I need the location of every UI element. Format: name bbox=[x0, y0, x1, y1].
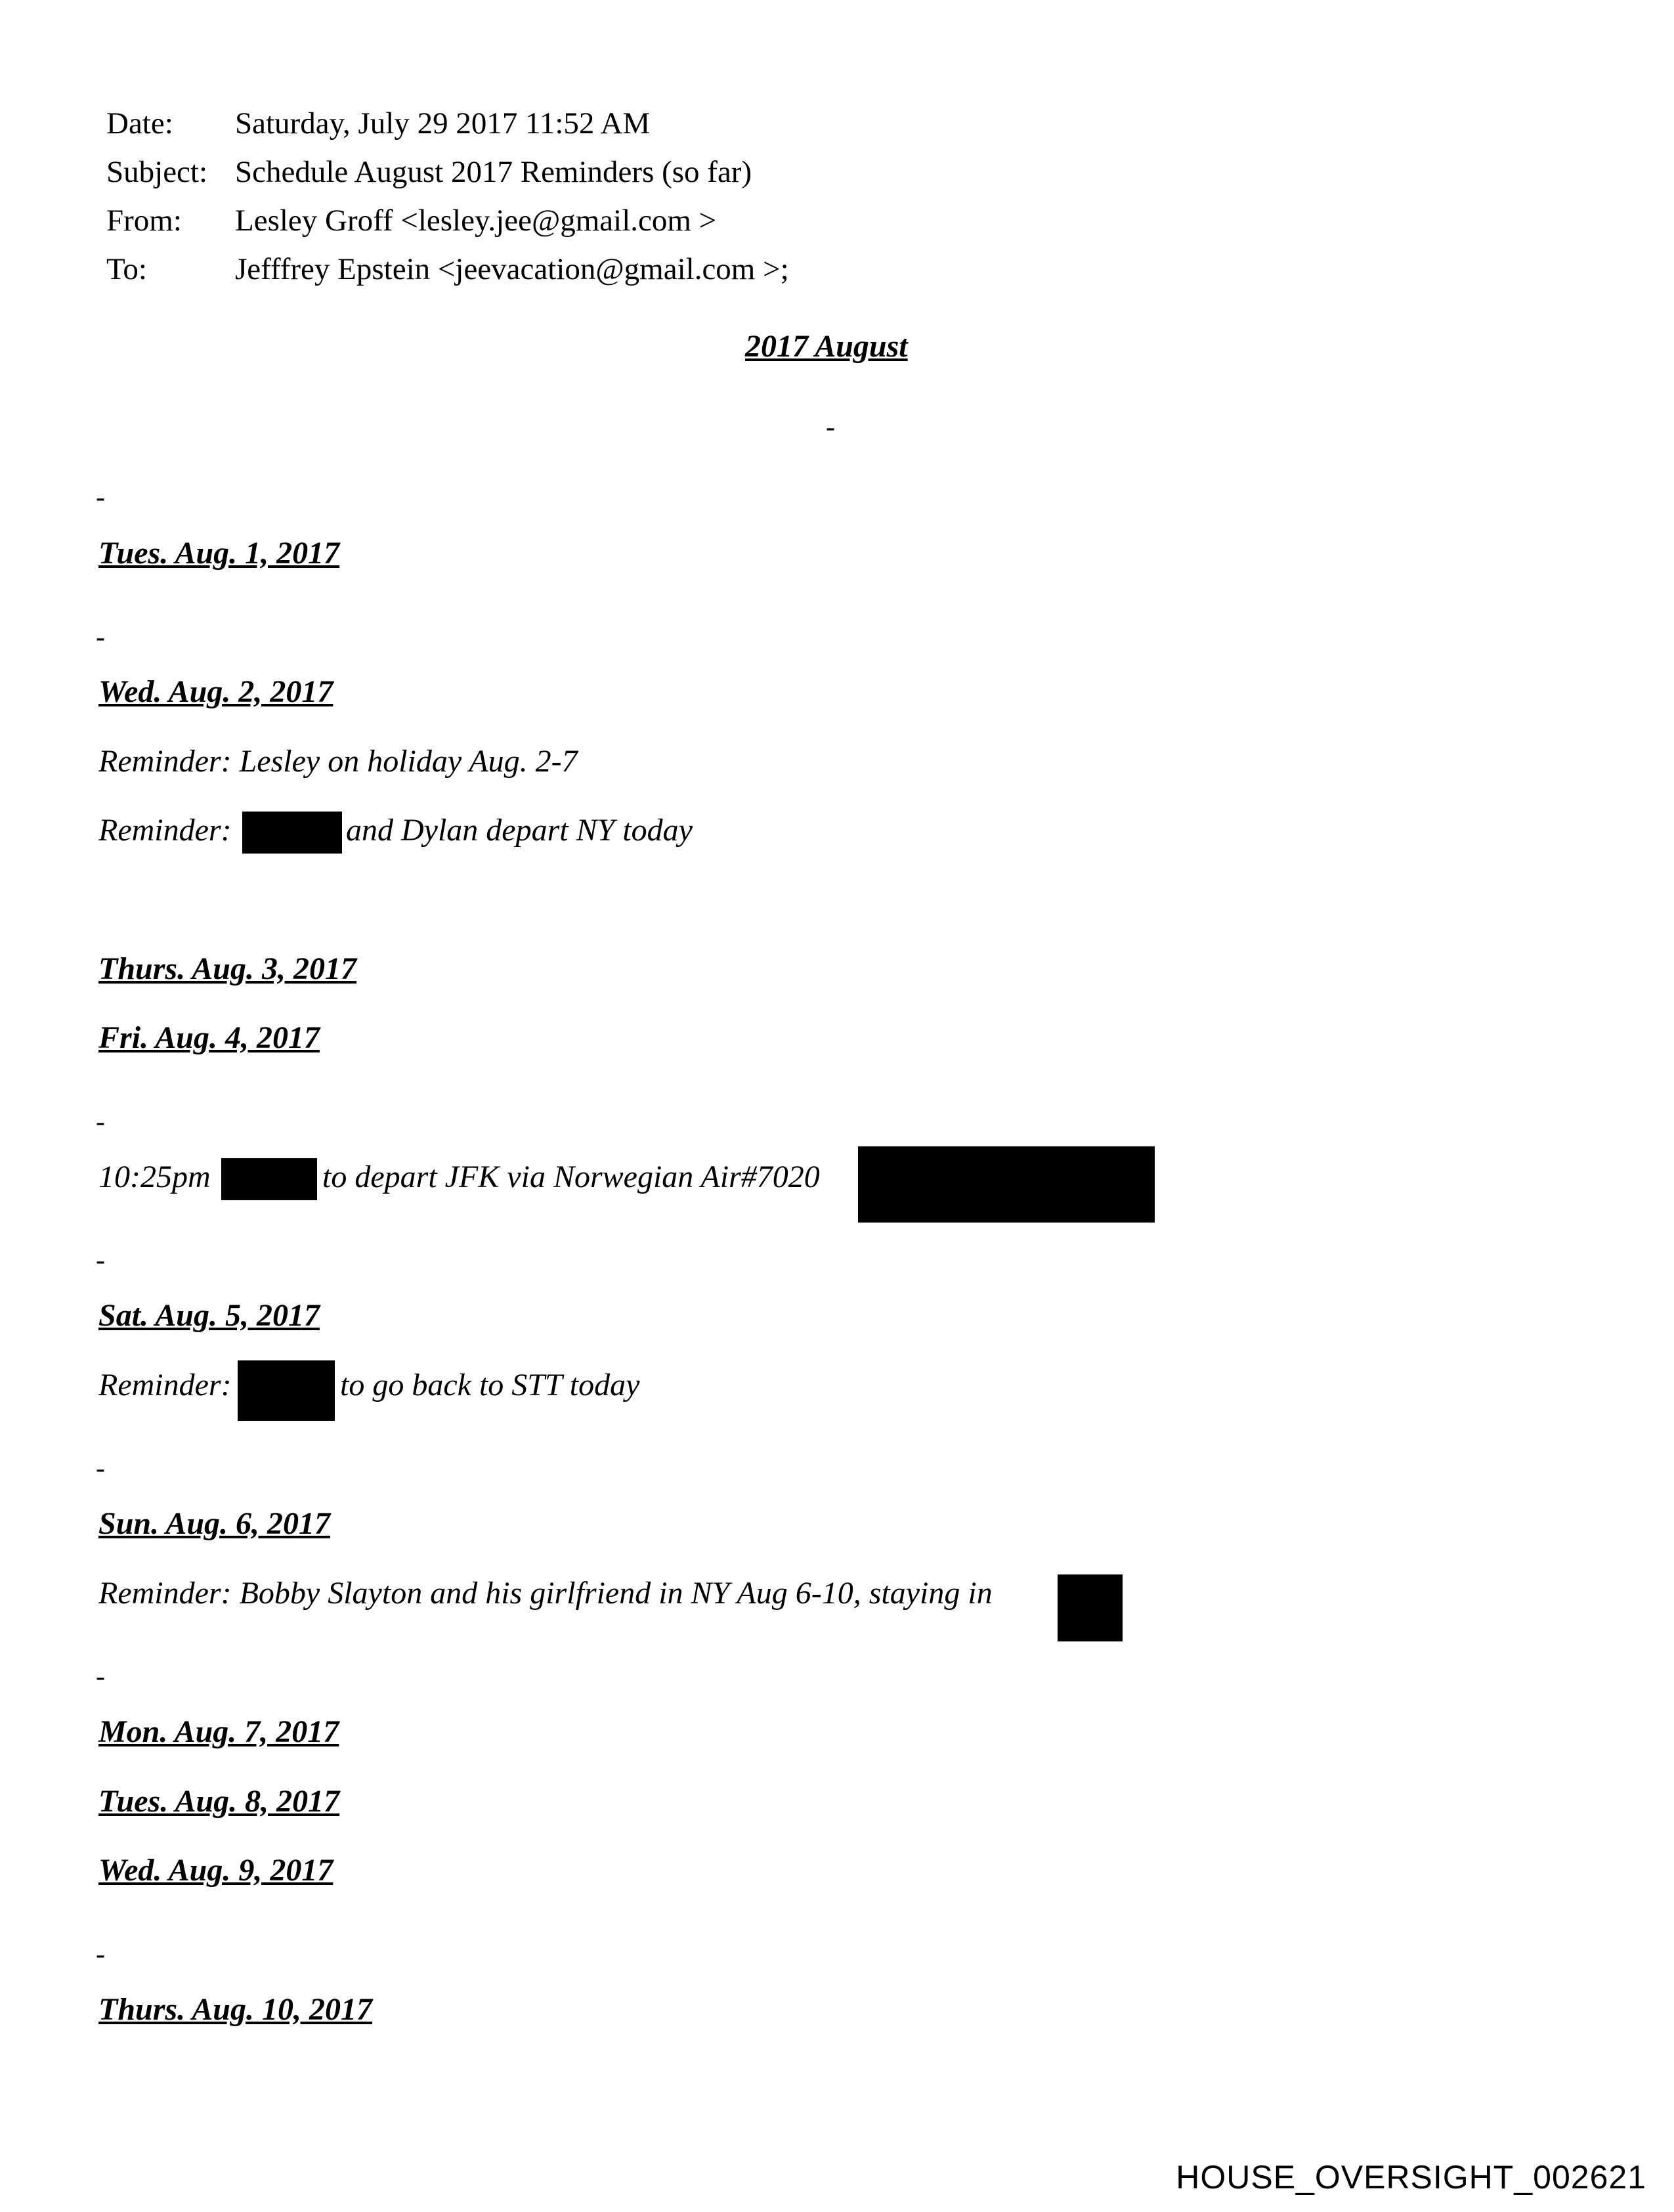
header-to-row bbox=[106, 251, 789, 288]
reminder-text: and Dylan depart NY today bbox=[346, 813, 693, 848]
schedule-title: 2017 August bbox=[745, 329, 908, 364]
bates-number: HOUSE_OVERSIGHT_002621 bbox=[1176, 2159, 1646, 2196]
to-label: To: bbox=[106, 252, 147, 286]
subject-label: Subject: bbox=[106, 155, 208, 189]
from-label: From: bbox=[106, 204, 182, 238]
reminder-text: Reminder: Bobby Slayton and his girlfriend in NY Aug 6-10, staying in bbox=[98, 1576, 993, 1611]
header-subject-row bbox=[106, 154, 752, 190]
date-value: Saturday, July 29 2017 11:52 AM bbox=[235, 106, 651, 141]
dash-separator: - bbox=[96, 1454, 105, 1484]
dash-separator: - bbox=[96, 622, 105, 653]
day-heading: Tues. Aug. 1, 2017 bbox=[98, 536, 340, 571]
subject-value: Schedule August 2017 Reminders (so far) bbox=[235, 155, 752, 189]
reminder-text: Reminder: Lesley on holiday Aug. 2-7 bbox=[98, 744, 578, 779]
reminder-text: Reminder: bbox=[98, 1368, 232, 1402]
dash-separator: - bbox=[96, 1107, 105, 1137]
reminder-text: Reminder: bbox=[98, 813, 232, 848]
redaction-box bbox=[242, 812, 342, 854]
day-heading: Wed. Aug. 2, 2017 bbox=[98, 674, 333, 709]
header-date-row bbox=[106, 105, 650, 142]
redaction-box bbox=[238, 1360, 335, 1421]
dash-separator: - bbox=[96, 1662, 105, 1692]
day-heading: Wed. Aug. 9, 2017 bbox=[98, 1853, 333, 1888]
dash-separator: - bbox=[96, 1246, 105, 1276]
day-heading: Thurs. Aug. 10, 2017 bbox=[98, 1992, 372, 2027]
day-heading: Sat. Aug. 5, 2017 bbox=[98, 1298, 320, 1333]
to-value: Jefffrey Epstein <jeevacation@gmail.com >; bbox=[235, 252, 789, 286]
dash-separator: - bbox=[96, 483, 105, 513]
redaction-box bbox=[221, 1158, 317, 1200]
dash-separator: - bbox=[826, 412, 835, 443]
redaction-box bbox=[1058, 1574, 1123, 1641]
flight-text: to depart JFK via Norwegian Air#7020 bbox=[322, 1160, 820, 1194]
from-value: Lesley Groff <lesley.jee@gmail.com > bbox=[235, 204, 717, 238]
flight-time: 10:25pm bbox=[98, 1160, 211, 1194]
day-heading: Tues. Aug. 8, 2017 bbox=[98, 1784, 340, 1819]
date-label: Date: bbox=[106, 106, 173, 141]
day-heading: Sun. Aug. 6, 2017 bbox=[98, 1506, 331, 1541]
day-heading: Thurs. Aug. 3, 2017 bbox=[98, 951, 356, 986]
day-heading: Mon. Aug. 7, 2017 bbox=[98, 1714, 339, 1749]
header-from-row bbox=[106, 202, 716, 239]
dash-separator: - bbox=[96, 1940, 105, 1970]
reminder-text: to go back to STT today bbox=[340, 1368, 640, 1402]
day-heading: Fri. Aug. 4, 2017 bbox=[98, 1020, 320, 1055]
redaction-box bbox=[858, 1146, 1155, 1223]
